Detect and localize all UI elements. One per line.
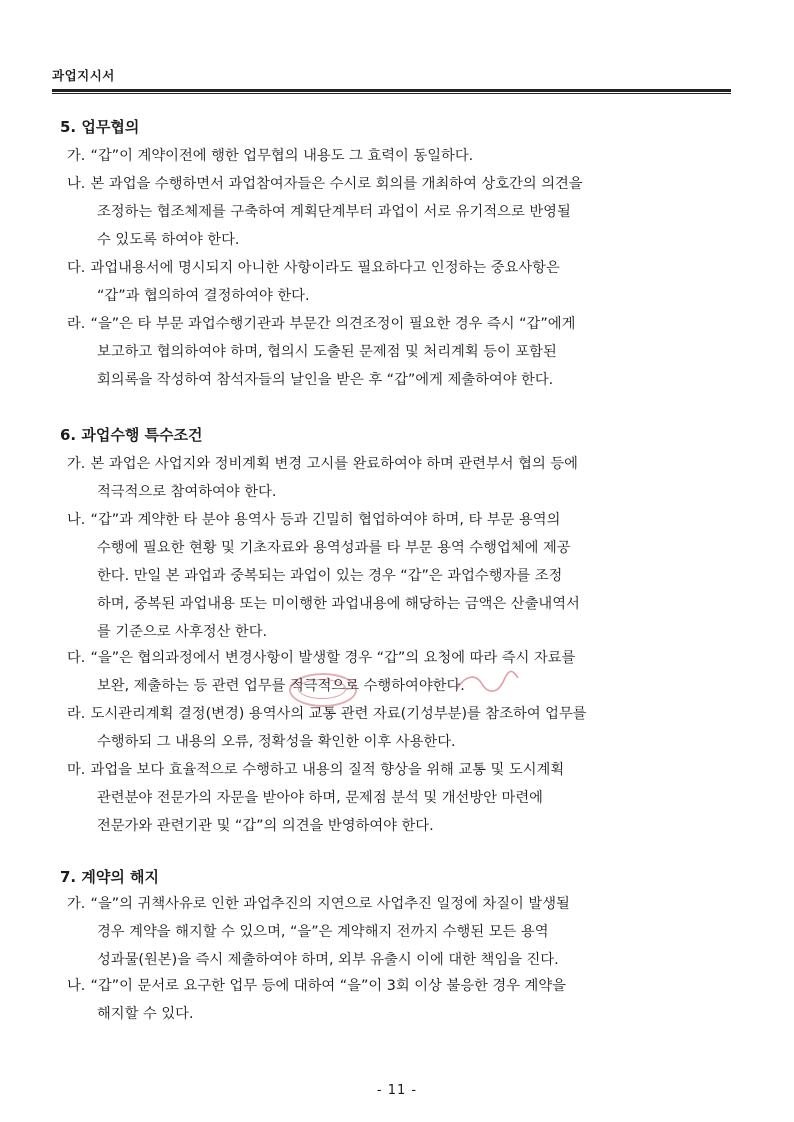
list-item: [67, 170, 731, 254]
list-item: [67, 972, 731, 1028]
document-header-title: 과업지시서: [52, 68, 115, 83]
item-text-continued: 보고하고 협의하여야 하며, 협의시 도출된 문제점 및 처리계획 등이 포함된: [97, 344, 557, 360]
item-text-continued: 보완, 제출하는 등 관련 업무를 적극적으로 수행하여야한다.: [97, 678, 465, 694]
item-text: “을”은 타 부문 과업수행기관과 부문간 의견조정이 필요한 경우 즉시 “갑”에게: [90, 316, 576, 332]
list-item: [67, 890, 731, 974]
item-marker: 가.: [67, 896, 86, 912]
list-item: [67, 142, 731, 170]
page-number: - 11 -: [376, 1083, 418, 1098]
item-marker: 나.: [67, 978, 86, 994]
item-text: “을”의 귀책사유로 인한 과업추진의 지연으로 사업추진 일정에 차질이 발생될: [90, 896, 570, 912]
item-text-continued: “갑”과 협의하여 결정하여야 한다.: [97, 288, 310, 304]
item-text: “갑”과 계약한 타 분야 용역사 등과 긴밀히 협업하여야 하며, 타 부문 용역의: [90, 512, 561, 528]
seal-stamp-inner: [298, 679, 346, 699]
item-marker: 다.: [67, 260, 86, 276]
item-text-continued: 수 있도록 하여야 한다.: [97, 232, 240, 248]
item-text: “을”은 협의과정에서 변경사항이 발생할 경우 “갑”의 요청에 따라 즉시 자료를: [90, 650, 576, 666]
list-item: [67, 310, 731, 394]
item-text-continued: 한다. 만일 본 과업과 중복되는 과업이 있는 경우 “갑”은 과업수행자를 조정: [97, 568, 563, 584]
item-text-continued: 적극적으로 참여하여야 한다.: [97, 484, 277, 500]
item-marker: 가.: [67, 148, 86, 164]
item-text: “갑”이 계약이전에 행한 업무협의 내용도 그 효력이 동일하다.: [90, 148, 474, 164]
item-text: 과업내용서에 명시되지 아니한 사항이라도 필요하다고 인정하는 중요사항은: [90, 260, 560, 276]
item-marker: 라.: [67, 706, 86, 722]
list-item: [67, 644, 731, 700]
item-text: 본 과업은 사업지와 정비계획 변경 고시를 완료하여야 하며 관련부서 협의 등에: [90, 456, 578, 472]
list-item: [67, 450, 731, 506]
item-marker: 나.: [67, 512, 86, 528]
item-text-continued: 회의록을 작성하여 참석자들의 날인을 받은 후 “갑”에게 제출하여야 한다.: [97, 372, 554, 388]
item-text: 도시관리계획 결정(변경) 용역사의 교통 관련 자료(기성부분)를 참조하여 업무를: [90, 706, 587, 722]
item-text: 본 과업을 수행하면서 과업참여자들은 수시로 회의를 개최하여 상호간의 의견을: [90, 176, 583, 192]
item-marker: 라.: [67, 316, 86, 332]
section-title-5: 5. 업무협의: [60, 118, 140, 136]
item-text-continued: 하며, 중복된 과업내용 또는 미이행한 과업내용에 해당하는 금액은 산출내역서: [97, 596, 580, 612]
item-text-continued: 수행하되 그 내용의 오류, 정확성을 확인한 이후 사용한다.: [97, 734, 456, 750]
item-marker: 다.: [67, 650, 86, 666]
list-item: [67, 756, 731, 840]
item-text-continued: 관련분야 전문가의 자문을 받아야 하며, 문제점 분석 및 개선방안 마련에: [97, 790, 543, 806]
item-text-continued: 를 기준으로 사후정산 한다.: [97, 624, 268, 640]
item-text-continued: 조정하는 협조체제를 구축하여 계획단계부터 과업이 서로 유기적으로 반영될: [97, 204, 571, 220]
section-title-7: 7. 계약의 해지: [60, 868, 160, 886]
item-text-continued: 해지할 수 있다.: [97, 1006, 194, 1022]
item-marker: 가.: [67, 456, 86, 472]
list-item: [67, 700, 731, 756]
section-title-6: 6. 과업수행 특수조건: [60, 426, 203, 444]
list-item: [67, 506, 731, 646]
item-marker: 나.: [67, 176, 86, 192]
list-item: [67, 254, 731, 310]
item-text: 과업을 보다 효율적으로 수행하고 내용의 질적 향상을 위해 교통 및 도시계획: [90, 762, 565, 778]
item-text-continued: 성과물(원본)을 즉시 제출하여야 하며, 외부 유출시 이에 대한 책임을 진다.: [97, 952, 559, 968]
item-text-continued: 전문가와 관련기관 및 “갑”의 의견을 반영하여야 한다.: [97, 818, 434, 834]
signature-mark: [452, 668, 522, 698]
item-marker: 마.: [67, 762, 86, 778]
item-text: “갑”이 문서로 요구한 업무 등에 대하여 “을”이 3회 이상 불응한 경우 계약을: [90, 978, 566, 994]
item-text-continued: 경우 계약을 해지할 수 있으며, “을”은 계약해지 전까지 수행된 모든 용역: [97, 924, 549, 940]
item-text-continued: 수행에 필요한 현황 및 기초자료와 용역성과를 타 부문 용역 수행업체에 제공: [97, 540, 571, 556]
